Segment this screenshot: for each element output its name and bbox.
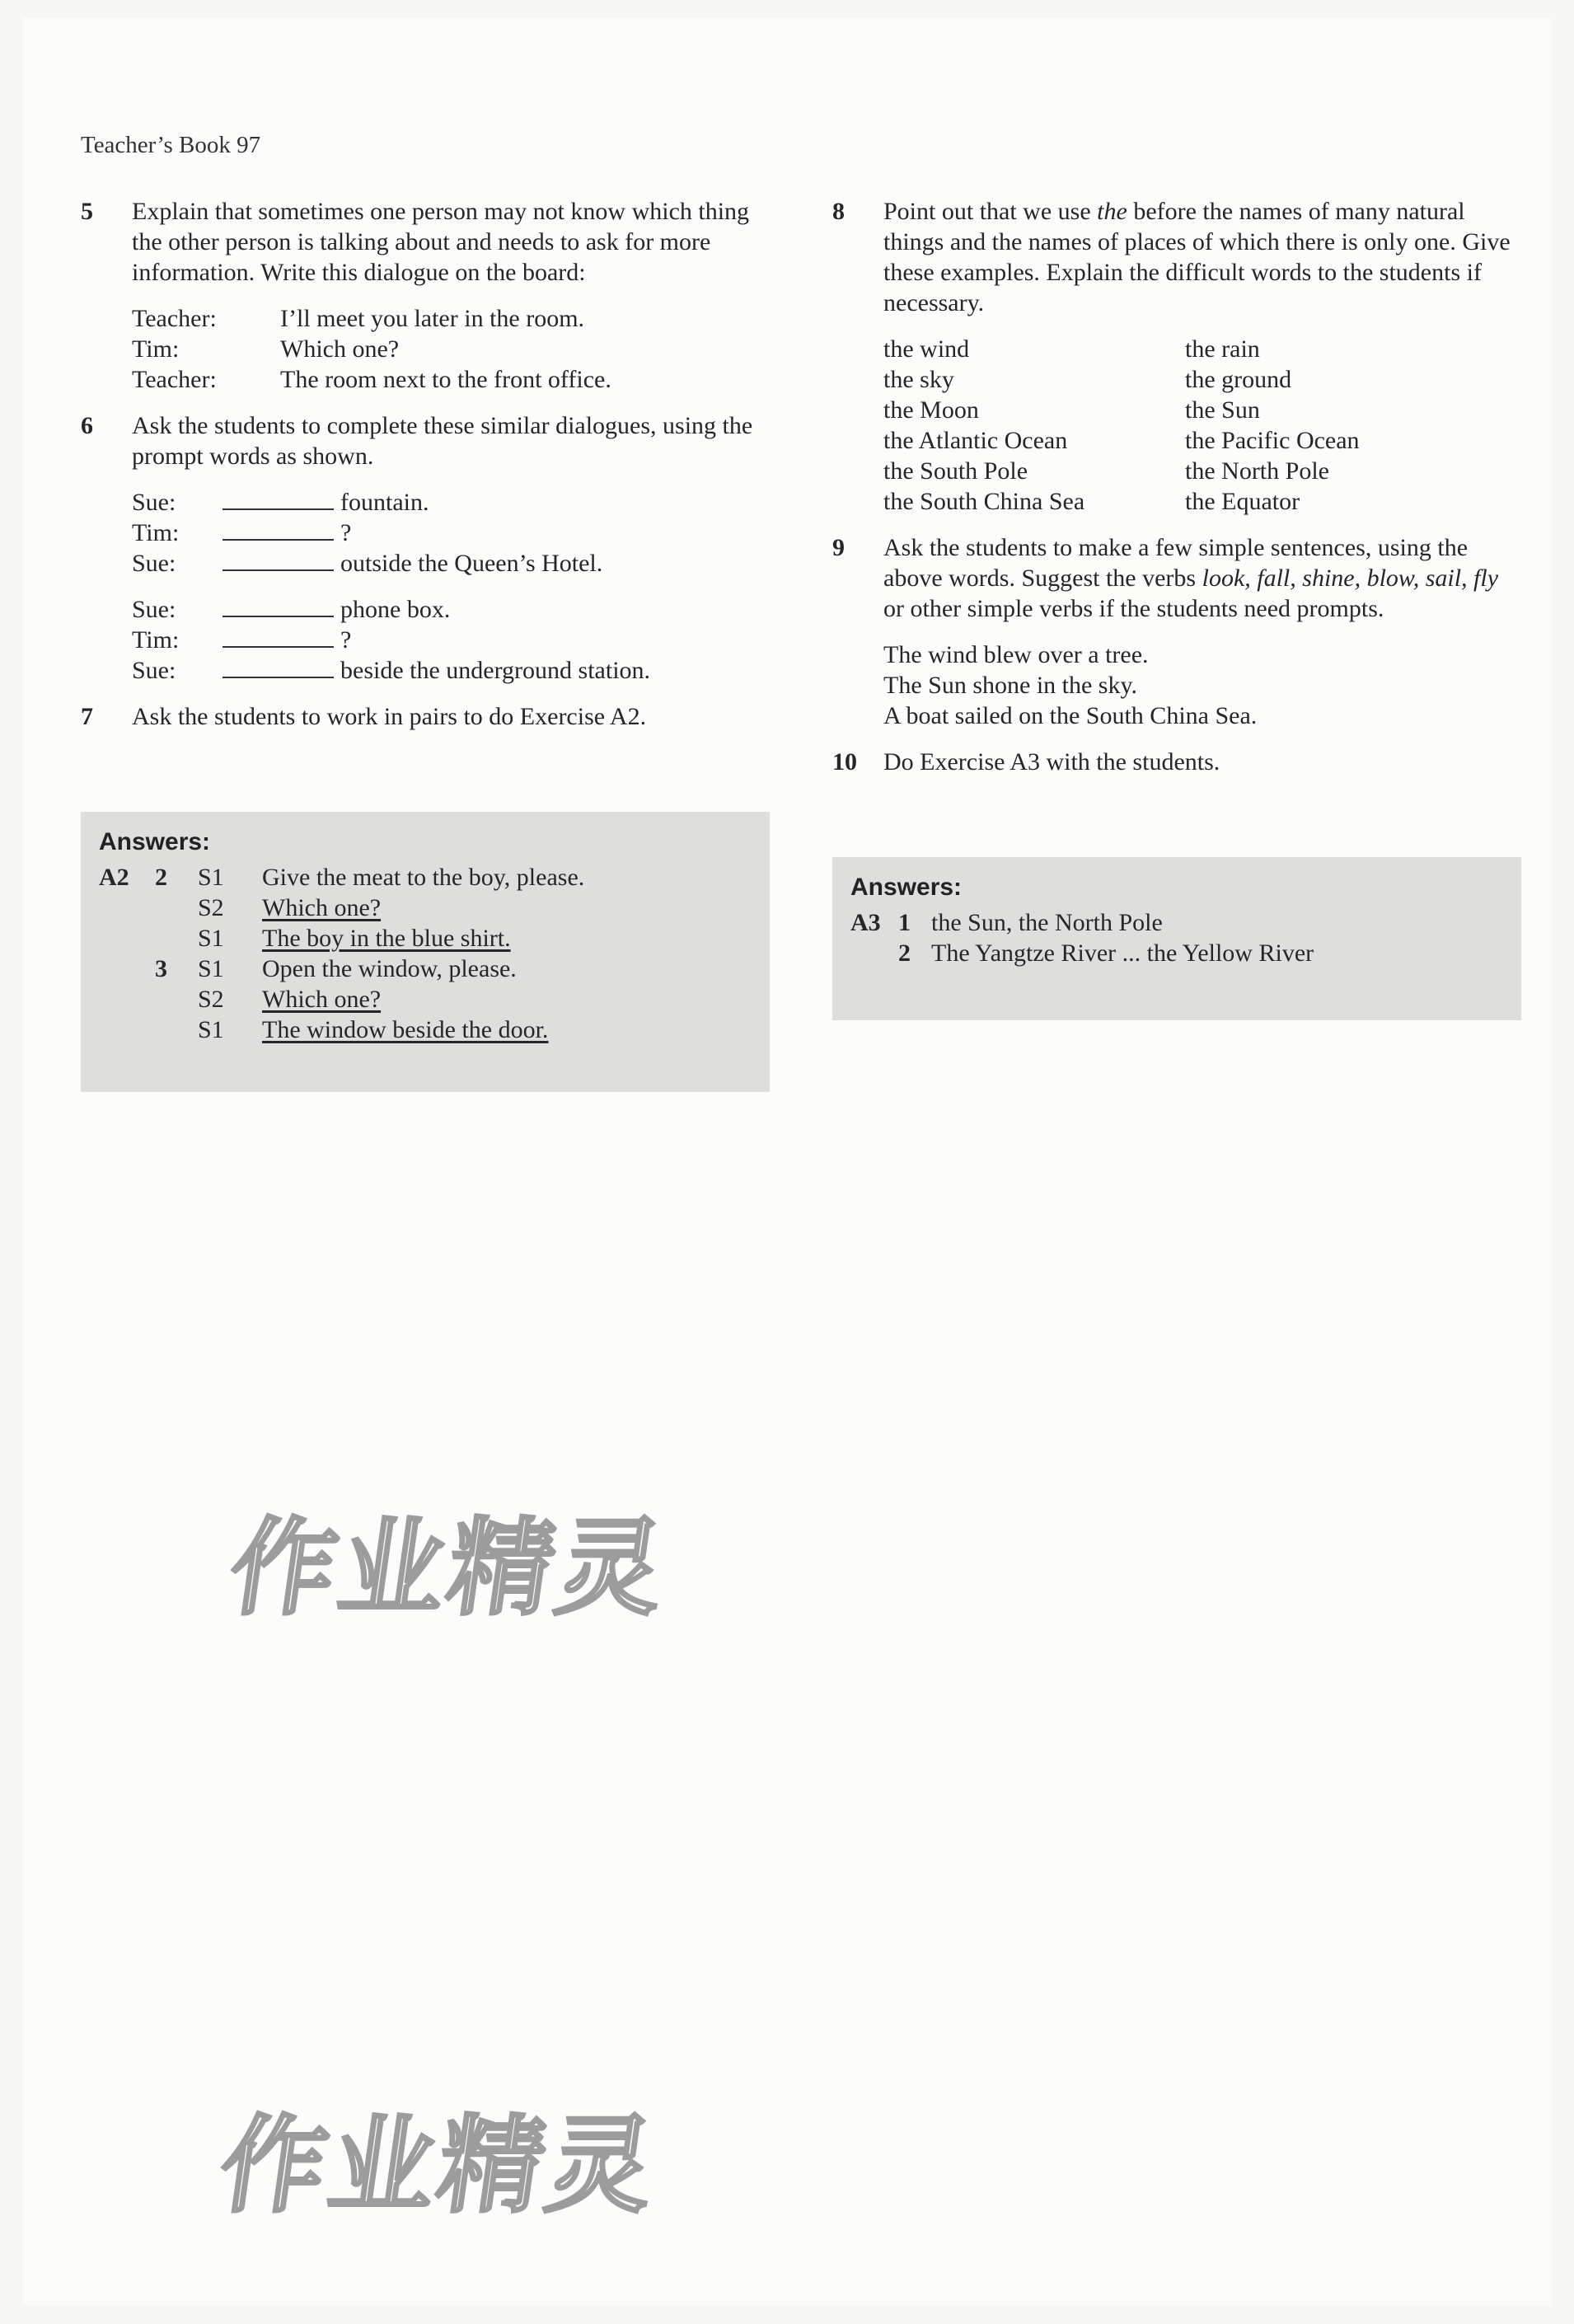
item-text: Point out that we use the before the names of many natural things and the names of places of which there is only one. Give these examples. Explain the difficult words to the students if necessary. xyxy=(883,198,1511,316)
speaker: Teacher: xyxy=(132,366,217,393)
item-text: Ask the students to make a few simple sentences, using the above words. Suggest the verbs look, fall, shine, blow, sail, fly or other simple verbs if the students need prompts. xyxy=(883,534,1499,622)
exercise-label xyxy=(81,1014,155,1045)
exercise-label xyxy=(81,953,155,984)
item-number: 10 xyxy=(832,748,857,775)
speaker: Sue: xyxy=(132,550,176,577)
exercise-label xyxy=(81,893,155,923)
speaker: S1 xyxy=(198,925,224,952)
answers-title: Answers: xyxy=(99,828,211,855)
line-text: I’ll meet you later in the room. xyxy=(280,305,585,332)
item-number: 7 xyxy=(81,703,93,730)
item-text: Do Exercise A3 with the students. xyxy=(883,748,1220,775)
speaker: Tim: xyxy=(132,335,180,363)
question-number: 2 xyxy=(898,939,911,967)
word: the ground xyxy=(1185,366,1292,393)
answer-row xyxy=(81,862,770,893)
dialogue-line xyxy=(132,364,770,395)
question-number xyxy=(155,893,198,923)
dialogue-line xyxy=(132,625,770,655)
question-number xyxy=(155,1014,198,1045)
line-text: ? xyxy=(340,626,352,654)
left-column xyxy=(81,196,770,747)
speaker: Teacher: xyxy=(132,305,217,332)
word: the South Pole xyxy=(883,457,1028,485)
line-text: ? xyxy=(340,519,352,546)
blank-line xyxy=(223,519,334,541)
exercise-label xyxy=(832,938,898,968)
speaker: Tim: xyxy=(132,626,180,654)
speaker: Tim: xyxy=(132,519,180,546)
line-text: phone box. xyxy=(340,596,451,623)
word: the Moon xyxy=(883,396,979,424)
sue-dialogue-b xyxy=(132,594,770,686)
blank-line xyxy=(223,596,334,617)
line-text: beside the underground station. xyxy=(340,657,651,684)
item-text: Explain that sometimes one person may not know which thing the other person is talking about and needs to ask for more information. Write this dialogue on the board: xyxy=(132,198,750,286)
exercise-label xyxy=(81,984,155,1014)
word: the rain xyxy=(1185,335,1260,363)
example-sentences xyxy=(883,640,1520,731)
item-10 xyxy=(832,747,1520,777)
question-number: 2 xyxy=(155,864,167,891)
item-text: Ask the students to work in pairs to do Exercise A2. xyxy=(132,703,647,730)
dialogue-line xyxy=(132,487,770,518)
line-text: outside the Queen’s Hotel. xyxy=(340,550,603,577)
item-number: 6 xyxy=(81,412,93,439)
answer-row xyxy=(832,938,1521,968)
speaker: Sue: xyxy=(132,657,176,684)
sentence: The wind blew over a tree. xyxy=(883,641,1149,668)
right-column xyxy=(832,196,1520,793)
example-words xyxy=(883,334,1520,517)
line-text: fountain. xyxy=(340,489,429,516)
watermark: 作业精灵 xyxy=(212,2105,665,2228)
teacher-dialogue xyxy=(132,303,770,395)
question-number: 1 xyxy=(898,909,911,936)
exercise-label: A2 xyxy=(99,864,129,891)
speaker: S1 xyxy=(198,864,224,891)
answer-text: Which one? xyxy=(262,894,382,921)
item-8 xyxy=(832,196,1520,517)
blank-line xyxy=(223,489,334,510)
word: the Pacific Ocean xyxy=(1185,427,1360,454)
sentence: The Sun shone in the sky. xyxy=(883,672,1138,699)
emphasis-the: the xyxy=(1097,198,1127,225)
item-5 xyxy=(81,196,770,395)
item-9 xyxy=(832,532,1520,731)
line-text: The room next to the front office. xyxy=(280,366,611,393)
word: the North Pole xyxy=(1185,457,1329,485)
word: the wind xyxy=(883,335,970,363)
answers-box-a2 xyxy=(81,812,770,1092)
answer-text: The boy in the blue shirt. xyxy=(262,925,511,952)
speaker: S2 xyxy=(198,894,224,921)
dialogue-line xyxy=(132,334,770,364)
answer-text: the Sun, the North Pole xyxy=(931,909,1163,936)
line-text: Which one? xyxy=(280,335,400,363)
answer-text: Open the window, please. xyxy=(262,955,517,982)
answer-row xyxy=(832,907,1521,938)
speaker: S1 xyxy=(198,1016,224,1043)
question-number: 3 xyxy=(155,955,167,982)
answer-text: The window beside the door. xyxy=(262,1016,549,1043)
answer-text: Which one? xyxy=(262,986,382,1013)
dialogue-line xyxy=(132,655,770,686)
dialogue-line xyxy=(132,303,770,334)
question-number xyxy=(155,984,198,1014)
word: the Atlantic Ocean xyxy=(883,427,1068,454)
exercise-label xyxy=(81,923,155,953)
exercise-label: A3 xyxy=(850,909,881,936)
item-number: 8 xyxy=(832,198,845,225)
answers-box-a3 xyxy=(832,857,1521,1020)
dialogue-line xyxy=(132,518,770,548)
blank-line xyxy=(223,626,334,648)
dialogue-line xyxy=(132,594,770,625)
answers-title: Answers: xyxy=(850,874,963,901)
sue-dialogue-a xyxy=(132,487,770,579)
item-number: 5 xyxy=(81,198,93,225)
verb-list: look, fall, shine, blow, sail, fly xyxy=(1202,565,1499,592)
item-6 xyxy=(81,410,770,686)
answer-text: Give the meat to the boy, please. xyxy=(262,864,585,891)
dialogue-line xyxy=(132,548,770,579)
answer-row xyxy=(81,953,770,984)
word: the sky xyxy=(883,366,954,393)
sentence: A boat sailed on the South China Sea. xyxy=(883,702,1258,729)
word: the South China Sea xyxy=(883,488,1085,515)
word: the Sun xyxy=(1185,396,1260,424)
page-header: Teacher’s Book 97 xyxy=(81,132,261,158)
item-text: Ask the students to complete these similar dialogues, using the prompt words as shown. xyxy=(132,412,753,470)
blank-line xyxy=(223,550,334,571)
answer-row xyxy=(81,923,770,953)
speaker: Sue: xyxy=(132,596,176,623)
item-number: 9 xyxy=(832,534,845,561)
answer-text: The Yangtze River ... the Yellow River xyxy=(931,939,1314,967)
answer-row xyxy=(81,893,770,923)
word: the Equator xyxy=(1185,488,1300,515)
answer-row xyxy=(81,984,770,1014)
blank-line xyxy=(223,657,334,678)
speaker: S1 xyxy=(198,955,224,982)
watermark: 作业精灵 xyxy=(222,1507,675,1630)
speaker: Sue: xyxy=(132,489,176,516)
item-7 xyxy=(81,701,770,732)
question-number xyxy=(155,923,198,953)
answer-row xyxy=(81,1014,770,1045)
speaker: S2 xyxy=(198,986,224,1013)
